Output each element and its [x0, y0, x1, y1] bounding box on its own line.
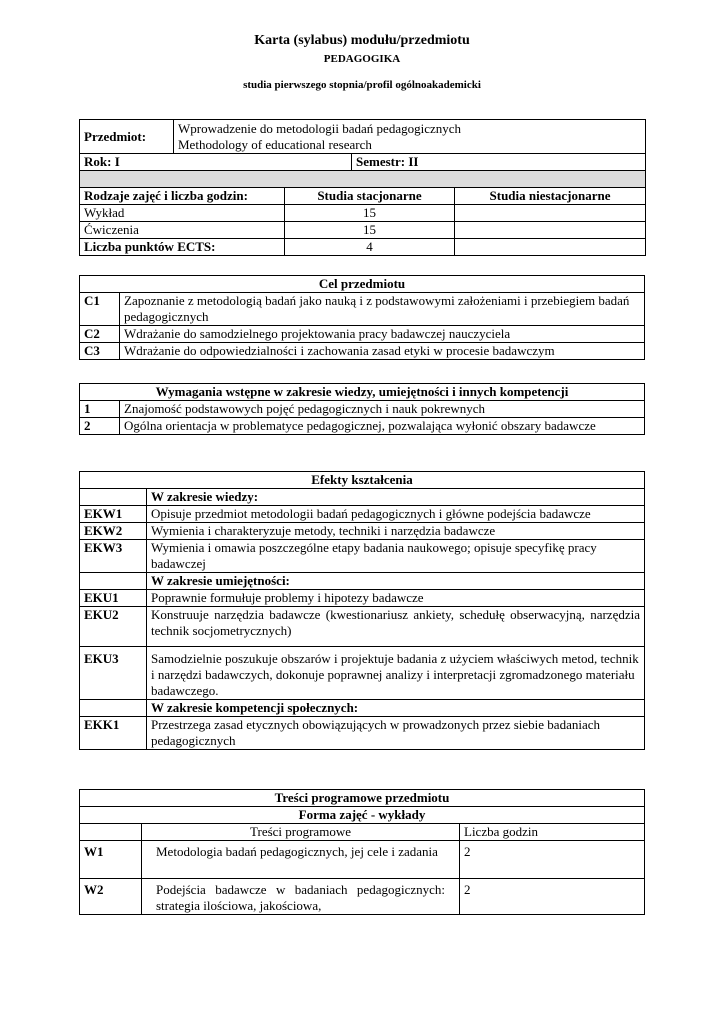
separator-row: [80, 171, 646, 188]
goal-code: C3: [80, 343, 120, 360]
subject-info-table: [79, 119, 646, 256]
content-title: Treści programowe przedmiotu: [80, 790, 645, 807]
table-row: [80, 717, 645, 750]
content-form: Forma zajęć - wykłady: [80, 807, 645, 824]
prereq-text: Ogólna orientacja w problematyce pedagogicznej, pozwalająca wyłonić obszary badawcze: [120, 418, 645, 435]
empty-cell: [80, 700, 147, 717]
goal-text: Zapoznanie z metodologią badań jako nauką i z podstawowymi założeniami i przebiegiem badań pedagogicznych: [120, 293, 645, 326]
table-row: [80, 401, 645, 418]
content-hours: 2: [460, 879, 645, 915]
prereq-code: 2: [80, 418, 120, 435]
ects-part-value: [455, 239, 646, 256]
outcome-code: EKU2: [80, 607, 147, 647]
outcome-code: EKU1: [80, 590, 147, 607]
outcome-code: EKW1: [80, 506, 147, 523]
prereq-code: 1: [80, 401, 120, 418]
table-row: [80, 326, 645, 343]
outcome-text: Samodzielnie poszukuje obszarów i projektuje badania z użyciem właściwych metod, technik i narzędzi badawczych, dokonuje poprawnej analizy i interpretacji zgromadzonego materiału badawczego.: [147, 647, 645, 700]
content-column-header: Treści programowe: [142, 824, 460, 841]
table-row: [80, 590, 645, 607]
exercises-part-hours: [455, 222, 646, 239]
content-code: W1: [80, 841, 142, 879]
social-section-label: W zakresie kompetencji społecznych:: [147, 700, 645, 717]
empty-cell: [80, 573, 147, 590]
table-row: [80, 418, 645, 435]
table-row: [80, 523, 645, 540]
table-row: [80, 879, 645, 915]
outcome-text: Konstruuje narzędzia badawcze (kwestionariusz ankiety, schedułę obserwacyjną, narzędzia technik socjometrycznych): [147, 607, 645, 647]
hours-column-header: Liczba godzin: [460, 824, 645, 841]
subject-label: Przedmiot:: [80, 120, 174, 154]
outcome-text: Przestrzega zasad etycznych obowiązujących w prowadzonych przez siebie badaniach pedagogicznych: [147, 717, 645, 750]
table-row: [80, 841, 645, 879]
content-hours: 2: [460, 841, 645, 879]
content-text: Podejścia badawcze w badaniach pedagogicznych: strategia ilościowa, jakościowa,: [142, 879, 460, 915]
semester-cell: Semestr: II: [352, 154, 646, 171]
outcome-code: EKW2: [80, 523, 147, 540]
part-time-header: Studia niestacjonarne: [455, 188, 646, 205]
skills-section-label: W zakresie umiejętności:: [147, 573, 645, 590]
outcome-text: Wymienia i charakteryzuje metody, techniki i narzędzia badawcze: [147, 523, 645, 540]
table-row: [80, 647, 645, 700]
prereq-text: Znajomość podstawowych pojęć pedagogicznych i nauk pokrewnych: [120, 401, 645, 418]
class-types-label: Rodzaje zajęć i liczba godzin:: [80, 188, 285, 205]
learning-outcomes-table: [79, 471, 645, 750]
ects-value: 4: [285, 239, 455, 256]
goal-code: C1: [80, 293, 120, 326]
outcomes-title: Efekty kształcenia: [80, 472, 645, 489]
content-code: W2: [80, 879, 142, 915]
document-title: Karta (sylabus) modułu/przedmiotu: [254, 33, 470, 48]
lecture-label: Wykład: [80, 205, 285, 222]
outcome-code: EKK1: [80, 717, 147, 750]
exercises-full-hours: 15: [285, 222, 455, 239]
table-row: [80, 506, 645, 523]
goals-table: [79, 275, 645, 360]
program-content-table: [79, 789, 645, 915]
table-row: [80, 343, 645, 360]
content-text: Metodologia badań pedagogicznych, jej cele i zadania: [142, 841, 460, 879]
study-level: studia pierwszego stopnia/profil ogólnoakademicki: [243, 79, 481, 91]
empty-cell: [80, 824, 142, 841]
outcome-text: Poprawnie formułuje problemy i hipotezy badawcze: [147, 590, 645, 607]
subject-name-en: Methodology of educational research: [178, 137, 372, 152]
table-row: [80, 293, 645, 326]
outcome-code: EKU3: [80, 647, 147, 700]
lecture-full-hours: 15: [285, 205, 455, 222]
outcome-text: Wymienia i omawia poszczególne etapy badania naukowego; opisuje specyfikę pracy badawczej: [147, 540, 645, 573]
subject-name-pl: Wprowadzenie do metodologii badań pedagogicznych: [178, 121, 462, 136]
table-row: [80, 540, 645, 573]
prerequisites-table: [79, 383, 645, 435]
prerequisites-title: Wymagania wstępne w zakresie wiedzy, umiejętności i innych kompetencji: [80, 384, 645, 401]
field-of-study: PEDAGOGIKA: [323, 53, 401, 65]
goal-text: Wdrażanie do odpowiedzialności i zachowania zasad etyki w procesie badawczym: [120, 343, 645, 360]
outcome-text: Opisuje przedmiot metodologii badań pedagogicznych i główne podejścia badawcze: [147, 506, 645, 523]
outcome-code: EKW3: [80, 540, 147, 573]
ects-label: Liczba punktów ECTS:: [80, 239, 285, 256]
subject-name: [174, 120, 646, 154]
lecture-part-hours: [455, 205, 646, 222]
table-row: [80, 607, 645, 647]
full-time-header: Studia stacjonarne: [285, 188, 455, 205]
knowledge-section-label: W zakresie wiedzy:: [147, 489, 645, 506]
empty-cell: [80, 489, 147, 506]
exercises-label: Ćwiczenia: [80, 222, 285, 239]
year-cell: Rok: I: [80, 154, 352, 171]
goal-code: C2: [80, 326, 120, 343]
goals-title: Cel przedmiotu: [80, 276, 645, 293]
goal-text: Wdrażanie do samodzielnego projektowania pracy badawczej nauczyciela: [120, 326, 645, 343]
